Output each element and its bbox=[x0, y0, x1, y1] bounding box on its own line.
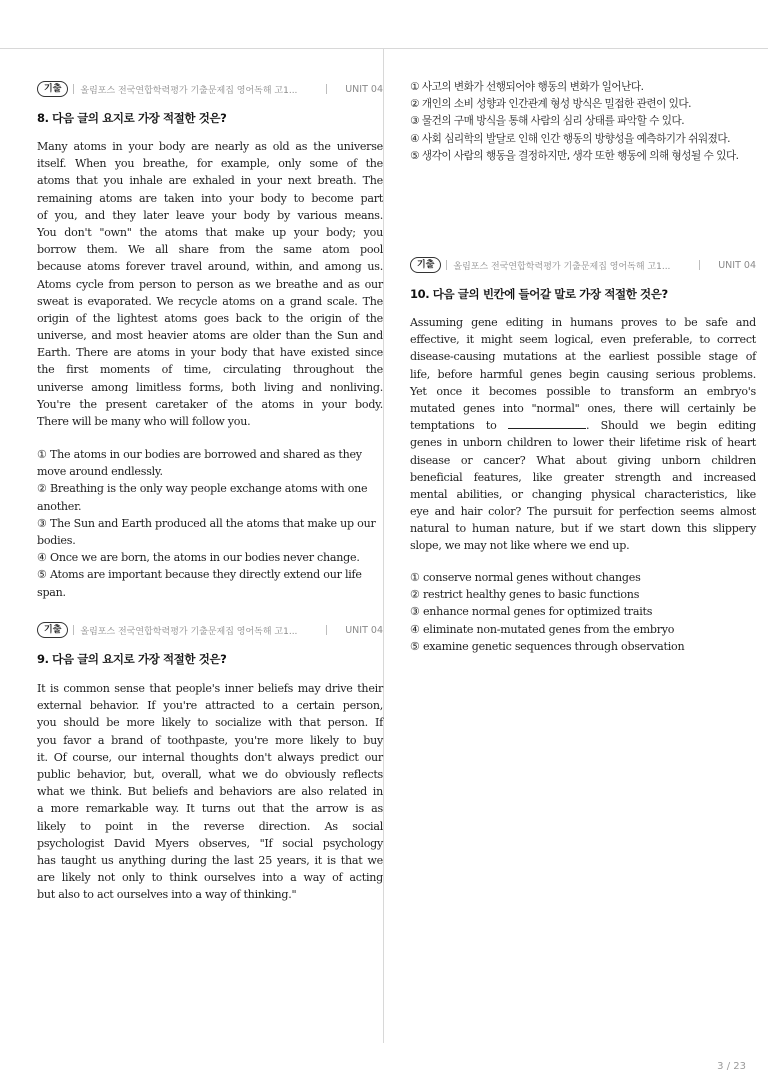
unit-label: UNIT 04 bbox=[718, 259, 756, 271]
page-number: 3 / 23 bbox=[717, 1061, 746, 1072]
passage-line: has taught us anything during the last 25 years, it is that we bbox=[37, 853, 383, 867]
q9-title: 9. 다음 글의 요지로 가장 적절한 것은? bbox=[37, 652, 227, 666]
passage-line: genes in unborn children to lower their lifetime risk of heart bbox=[410, 436, 756, 450]
passage-line: You're the present caretaker of the atoms in your body. bbox=[37, 397, 383, 411]
tag-separator bbox=[73, 625, 74, 635]
blank-line-end: . Should we begin editing bbox=[585, 419, 757, 433]
passage-line: universe, and most heavier atoms are older than the Sun and bbox=[37, 329, 383, 343]
passage-line: universe among limitless forms, both living and nonliving. bbox=[37, 380, 383, 394]
passage-line: origin of the lightest atoms goes back to the origin of the bbox=[37, 311, 383, 325]
column-divider bbox=[383, 48, 384, 1043]
passage-line: because atoms forever travel around, within, and among us. bbox=[37, 260, 383, 274]
exam-badge: 기출 bbox=[410, 257, 441, 273]
passage-line: There will be many who will follow you. bbox=[37, 415, 251, 428]
q8-source-tag bbox=[37, 80, 383, 98]
q10-source-tag bbox=[410, 256, 756, 274]
exam-badge: 기출 bbox=[37, 622, 68, 638]
passage-line: but also to act ourselves into a way of thinking." bbox=[37, 888, 297, 902]
choice-1[interactable]: ① 사고의 변화가 선행되어야 행동의 변화가 일어난다. bbox=[410, 81, 644, 93]
q10-title: 10. 다음 글의 빈칸에 들어갈 말로 가장 적절한 것은? bbox=[410, 287, 668, 301]
passage-line: You don't "own" the atoms that make up your body; you bbox=[37, 225, 383, 239]
unit-label: UNIT 04 bbox=[345, 624, 383, 636]
passage-line: mutated genes into "normal" ones, there will certainly be bbox=[410, 401, 756, 415]
passage-line: It is common sense that people's inner beliefs may drive their bbox=[37, 682, 383, 695]
passage-line: beneficial features, like greater strength and increased bbox=[410, 470, 756, 484]
q8-title: 8. 다음 글의 요지로 가장 적절한 것은? bbox=[37, 111, 227, 125]
tag-separator bbox=[326, 625, 327, 635]
choice-2[interactable]: ② Breathing is the only way people exchange atoms with one another. bbox=[37, 482, 368, 513]
choice-5[interactable]: ⑤ 생각이 사람의 행동을 결정하지만, 생각 또한 행동에 의해 형성될 수 있다. bbox=[410, 149, 739, 162]
choice-3[interactable]: ③ enhance normal genes for optimized traits bbox=[410, 605, 653, 619]
passage-line: a more remarkable way. It turns out that the arrow is as bbox=[37, 802, 383, 816]
passage-line: Yet once it becomes possible to transform an embryo's bbox=[410, 384, 756, 398]
choice-1[interactable]: ① conserve normal genes without changes bbox=[410, 571, 641, 584]
passage-line: you should be more likely to socialize with that person. If bbox=[37, 716, 383, 730]
passage-line: are likely not only to think ourselves into a way of acting bbox=[37, 871, 383, 885]
exam-badge: 기출 bbox=[37, 81, 68, 97]
q8-choices bbox=[37, 446, 383, 601]
choice-4[interactable]: ④ 사회 심리학의 발달로 인해 인간 행동의 방향성을 예측하기가 쉬워졌다. bbox=[410, 132, 730, 145]
passage-line: Assuming gene editing in humans proves to be safe and bbox=[410, 316, 756, 329]
tag-separator bbox=[326, 84, 327, 94]
source-title: 올림포스 전국연합학력평가 기출문제집 영어독해 고1... bbox=[80, 626, 298, 637]
header-divider bbox=[0, 48, 768, 49]
passage-line: likely to point in the reverse direction. As social bbox=[37, 819, 383, 833]
tag-separator bbox=[699, 260, 700, 270]
tag-separator bbox=[73, 84, 74, 94]
passage-line: natural to human nature, but if we start down this slippery bbox=[410, 522, 756, 536]
passage-line: you favor a brand of toothpaste, you're more likely to buy bbox=[37, 733, 383, 747]
passage-line: remaining atoms are taken into your body to become part bbox=[37, 191, 383, 205]
passage-line-with-blank bbox=[410, 417, 756, 434]
passage-line: itself. When you breathe, for example, only some of the bbox=[37, 157, 383, 171]
choice-2[interactable]: ② 개인의 소비 성향과 인간관계 형성 방식은 밀접한 관련이 있다. bbox=[410, 98, 692, 111]
passage-line: Many atoms in your body are nearly as old as the universe bbox=[37, 140, 383, 153]
choice-2[interactable]: ② restrict healthy genes to basic functions bbox=[410, 588, 640, 602]
passage-line: of you, and they later leave your body by various means. bbox=[37, 208, 383, 222]
choice-3[interactable]: ③ The Sun and Earth produced all the atoms that make up our bodies. bbox=[37, 516, 376, 548]
blank-line-start: temptations to bbox=[410, 419, 497, 433]
passage-line: psychologist David Myers observes, "If social psychology bbox=[37, 836, 383, 850]
passage-line: atoms that you inhale are exhaled in your next breath. The bbox=[37, 174, 383, 188]
passage-line: Atoms cycle from person to person as we breathe and as our bbox=[37, 277, 383, 291]
passage-line: disease-causing mutations at the earliest possible stage of bbox=[410, 350, 756, 364]
passage-line: effective, it might seem logical, even preferable, to correct bbox=[410, 333, 756, 347]
answer-blank bbox=[508, 417, 586, 429]
tag-separator bbox=[446, 260, 447, 270]
choice-1[interactable]: ① The atoms in our bodies are borrowed and shared as they move around endlessly. bbox=[37, 448, 362, 479]
passage-line: slope, we may not like where we end up. bbox=[410, 539, 630, 553]
passage-line: life, before harmful genes begin causing serious problems. bbox=[410, 367, 756, 381]
source-title: 올림포스 전국연합학력평가 기출문제집 영어독해 고1... bbox=[453, 261, 671, 272]
choice-5[interactable]: ⑤ Atoms are important because they directly extend our life span. bbox=[37, 568, 362, 599]
q9-passage bbox=[37, 680, 383, 903]
passage-line: disease or cancer? What about giving unborn children bbox=[410, 453, 756, 467]
source-title: 올림포스 전국연합학력평가 기출문제집 영어독해 고1... bbox=[80, 85, 298, 96]
passage-line: borrow them. We all share from the same atom pool bbox=[37, 243, 383, 257]
passage-line: external behavior. If you're attracted to a certain person, bbox=[37, 699, 383, 713]
passage-line: it. Of course, our internal thoughts don't always predict our bbox=[37, 750, 383, 764]
q10-passage bbox=[410, 314, 756, 555]
choice-5[interactable]: ⑤ examine genetic sequences through observation bbox=[410, 639, 685, 653]
q10-choices bbox=[410, 569, 756, 655]
q8-passage bbox=[37, 138, 383, 430]
passage-line: eye and hair color? The pursuit for perfection seems almost bbox=[410, 505, 756, 519]
q9-choices bbox=[410, 79, 756, 165]
passage-line: the first moments of time, circulating throughout the bbox=[37, 363, 383, 377]
passage-line: public behavior, but, overall, what we do obviously reflects bbox=[37, 767, 383, 781]
passage-line: Earth. There are atoms in your body that have existed since bbox=[37, 346, 383, 360]
passage-line: what we think. But beliefs and behaviors are also related in bbox=[37, 785, 383, 799]
q9-source-tag bbox=[37, 621, 383, 639]
passage-line: mental abilities, or changing physical characteristics, like bbox=[410, 487, 756, 501]
choice-3[interactable]: ③ 물건의 구매 방식을 통해 사람의 심리 상태를 파악할 수 있다. bbox=[410, 115, 685, 128]
passage-line: sweat is evaporated. We recycle atoms on a grand scale. The bbox=[37, 294, 383, 308]
choice-4[interactable]: ④ Once we are born, the atoms in our bodies never change. bbox=[37, 551, 360, 565]
unit-label: UNIT 04 bbox=[345, 83, 383, 95]
choice-4[interactable]: ④ eliminate non-mutated genes from the embryo bbox=[410, 622, 675, 636]
